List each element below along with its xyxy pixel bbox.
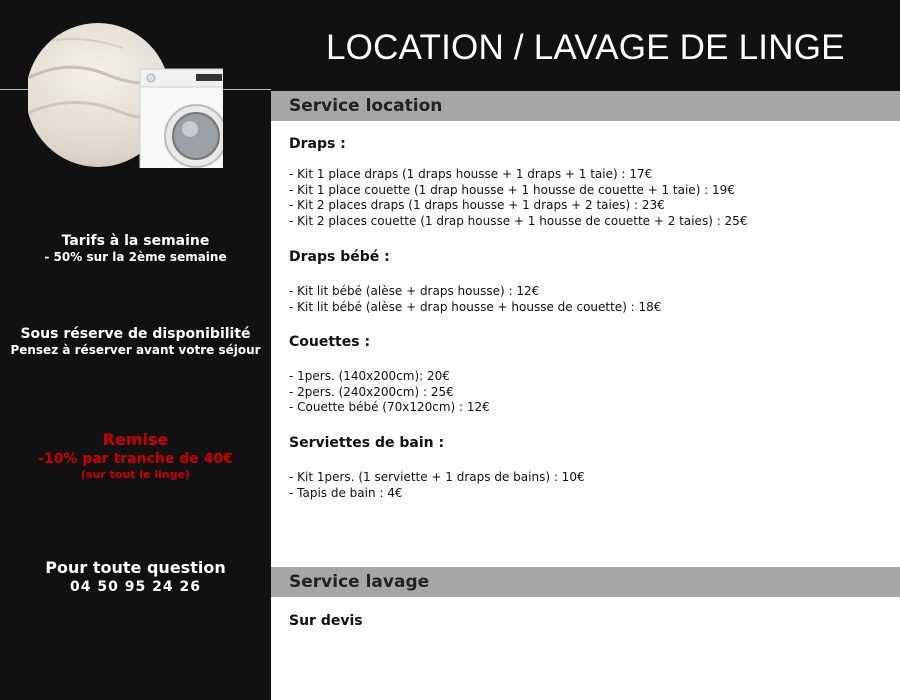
remise-line2: (sur tout le linge)	[80, 468, 191, 481]
category-items-couettes	[289, 369, 490, 416]
main-content	[271, 91, 900, 700]
list-item: - Kit lit bébé (alèse + drap housse + housse de couette) : 18€	[289, 299, 662, 314]
list-item: - Kit 2 places couette (1 drap housse + 1 housse de couette + 2 taies) : 25€	[289, 213, 748, 228]
list-item: - Kit 1pers. (1 serviette + 1 draps de bains) : 10€	[289, 470, 585, 484]
lavage-text: Sur devis	[289, 613, 363, 629]
remise-line1: -10% par tranche de 40€	[38, 451, 233, 467]
list-item: - Couette bébé (70x120cm) : 12€	[289, 400, 490, 414]
category-items-draps	[289, 167, 747, 229]
reserve-subtitle: Pensez à réserver avant votre séjour	[10, 343, 261, 357]
page-title: LOCATION / LAVAGE DE LINGE	[326, 28, 845, 67]
category-items-serviettes	[289, 470, 585, 501]
tarifs-subtitle: - 50% sur la 2ème semaine	[44, 250, 227, 264]
sidebar	[0, 91, 271, 700]
list-item: - Kit lit bébé (alèse + draps housse) : 12€	[289, 284, 540, 298]
location-section-header	[271, 91, 900, 121]
contact-title: Pour toute question	[45, 558, 226, 577]
contact-block	[0, 558, 271, 596]
category-title-draps: Draps :	[289, 136, 346, 152]
tarifs-title: Tarifs à la semaine	[61, 233, 210, 249]
list-item: - 1pers. (140x200cm): 20€	[289, 369, 450, 383]
category-items-draps-bebe	[289, 284, 661, 315]
contact-phone[interactable]: 04 50 95 24 26	[70, 579, 201, 595]
washing-machine-icon	[140, 69, 223, 168]
list-item: - Tapis de bain : 4€	[289, 485, 403, 500]
category-title-couettes: Couettes :	[289, 334, 371, 350]
list-item: - Kit 1 place draps (1 draps housse + 1 draps + 1 taie) : 17€	[289, 167, 653, 181]
tarifs-block	[0, 232, 271, 265]
remise-block	[0, 430, 271, 482]
reserve-title: Sous réserve de disponibilité	[20, 326, 251, 342]
category-title-serviettes: Serviettes de bain :	[289, 435, 445, 451]
lavage-section-header	[271, 567, 900, 597]
list-item: - Kit 2 places draps (1 draps housse + 1 draps + 2 taies) : 23€	[289, 198, 665, 212]
washing-machine-photo	[28, 23, 223, 168]
remise-title: Remise	[102, 430, 169, 449]
list-item: - Kit 1 place couette (1 drap housse + 1 housse de couette + 1 taie) : 19€	[289, 182, 735, 197]
location-section-title: Service location	[289, 96, 443, 116]
list-item: - 2pers. (240x200cm) : 25€	[289, 384, 454, 399]
lavage-section-title: Service lavage	[289, 572, 430, 592]
category-title-draps-bebe: Draps bébé :	[289, 249, 390, 265]
reserve-block	[0, 325, 271, 358]
